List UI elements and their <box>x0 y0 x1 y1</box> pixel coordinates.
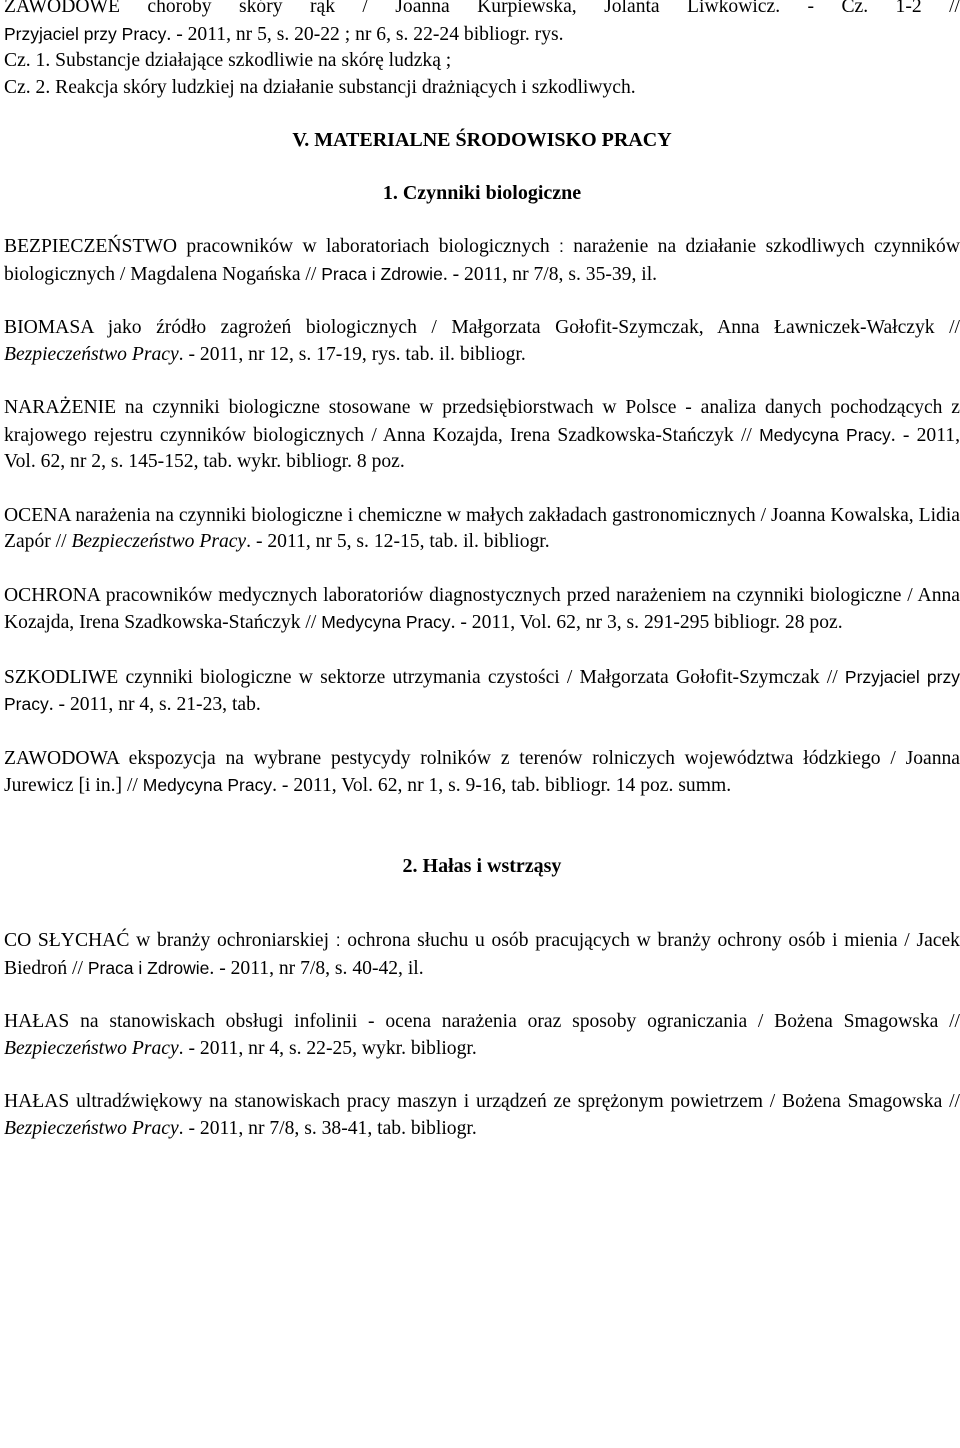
entry-text: . - 2011, Vol. 62, nr 3, s. 291-295 bibliogr. 28 poz. <box>450 612 843 633</box>
entry-text: ZAWODOWA ekspozycja na wybrane pestycydy rolników z terenów rolniczych województwa łódzkiego / Joanna Jurewicz [i in.] // <box>4 747 960 796</box>
entry-text: ochrona słuchu u osób pracujących w branży ochrony osób i mienia / Jacek Biedroń // <box>4 930 960 979</box>
entry-text: . - 2011, nr 12, s. 17-19, rys. tab. il. bibliogr. <box>178 343 526 365</box>
entry-text: . - 2011, Vol. 62, nr 1, s. 9-16, tab. bibliogr. 14 poz. summ. <box>272 775 732 796</box>
journal-title: Praca i Zdrowie <box>87 957 210 978</box>
subsection-heading: 1. Czynniki biologiczne <box>382 181 582 204</box>
subsection-heading: 2. Hałas i wstrząsy <box>402 854 562 877</box>
entry-separator: : <box>549 236 574 256</box>
entry-text: SZKODLIWE czynniki biologiczne w sektorze utrzymania czystości / Małgorzata Gołofit-Szymczak // <box>4 666 845 688</box>
entry-text: NARAŻENIE na czynniki biologiczne stosowane w przedsiębiorstwach w Polsce - analiza danych pochodzących z krajowego rejestru czynników biologicznych / Anna Kozajda, Irena Szadkowska-Stańczyk // <box>4 397 960 446</box>
entry-text: . - 2011, nr 4, s. 22-25, wykr. bibliogr. <box>178 1037 477 1059</box>
bibliography-entry <box>4 315 960 368</box>
entry-text: Cz. 1. Substancje działające szkodliwie na skórę ludzką ; <box>4 50 452 71</box>
entry-text: . - 2011, nr 7/8, s. 38-41, tab. bibliogr. <box>178 1117 477 1139</box>
entry-text: OCHRONA pracowników medycznych laboratoriów diagnostycznych przed narażeniem na czynniki biologiczne / Anna Kozajda, Irena Szadkowska-Stańczyk // <box>4 584 960 633</box>
bibliography-entry <box>4 927 960 982</box>
section-heading: V. MATERIALNE ŚRODOWISKO PRACY <box>292 129 672 151</box>
bibliography-entry <box>4 664 960 719</box>
entry-text: OCENA narażenia na czynniki biologiczne i chemiczne w małych zakładach gastronomicznych / Joanna Kowalska, Lidia Zapór // <box>4 504 960 552</box>
entry-line <box>4 0 960 21</box>
entry-text: . - 2011, nr 7/8, s. 40-42, il. <box>209 957 424 979</box>
entry-text: . - 2011, nr 7/8, s. 35-39, il. <box>442 263 658 285</box>
entry-text: . - 2011, nr 4, s. 21-23, tab. <box>48 694 261 715</box>
entry-text: narażenie na działanie szkodliwych czynników biologicznych / Magdalena Nogańska // <box>4 236 960 285</box>
journal-title: Przyjaciel przy Pracy <box>4 666 960 714</box>
bibliography-entry <box>4 233 960 288</box>
journal-title: Praca i Zdrowie <box>321 263 443 284</box>
entry-text: ZAWODOWE choroby skóry rąk / Joanna Kurpiewska, Jolanta Liwkowicz. - Cz. 1-2 // <box>4 0 960 17</box>
journal-title: Medycyna Pracy <box>321 612 451 632</box>
entry-text: Cz. 2. Reakcja skóry ludzkiej na działanie substancji drażniących i szkodliwych. <box>4 76 636 98</box>
entry-text: CO SŁYCHAĆ w branży ochroniarskiej <box>4 930 330 951</box>
entry-text: . - 2011, nr 5, s. 12-15, tab. il. bibliogr. <box>246 531 550 552</box>
journal-title: Bezpieczeństwo Pracy <box>71 531 247 552</box>
bibliography-entry <box>4 1009 960 1062</box>
entry-text: HAŁAS ultradźwiękowy na stanowiskach pracy maszyn i urządzeń ze sprężonym powietrzem / Bożena Smagowska // <box>4 1091 960 1112</box>
journal-title: Bezpieczeństwo Pracy <box>4 1037 179 1059</box>
entry-line <box>4 75 960 102</box>
bibliography-entry <box>4 503 960 556</box>
bibliography-entry <box>4 746 960 800</box>
entry-line <box>4 21 960 49</box>
entry-separator: : <box>329 930 348 950</box>
journal-title: Medycyna Pracy <box>759 424 891 445</box>
entry-line <box>4 48 960 75</box>
journal-title: Medycyna Pracy <box>142 775 273 795</box>
entry-text: BEZPIECZEŃSTWO pracowników w laboratoriach biologicznych <box>4 236 550 257</box>
journal-title: Bezpieczeństwo Pracy <box>4 343 179 365</box>
bibliography-entry-top <box>4 0 960 101</box>
bibliography-entry <box>4 395 960 476</box>
entry-text: . - 2011, Vol. 62, nr 2, s. 145-152, tab. wykr. bibliogr. 8 poz. <box>4 424 960 472</box>
entry-text: . - 2011, nr 5, s. 20-22 ; nr 6, s. 22-24 bibliogr. rys. <box>166 23 564 45</box>
entry-text: HAŁAS na stanowiskach obsługi infolinii - ocena narażenia oraz sposoby ograniczania / Bożena Smagowska // <box>4 1011 960 1032</box>
bibliography-entry <box>4 1089 960 1142</box>
journal-title: Przyjaciel przy Pracy <box>4 23 167 44</box>
journal-title: Bezpieczeństwo Pracy <box>4 1117 179 1139</box>
entry-text: BIOMASA jako źródło zagrożeń biologicznych / Małgorzata Gołofit-Szymczak, Anna Ławniczek-Wałczyk // <box>4 317 960 338</box>
bibliography-entry <box>4 583 960 637</box>
